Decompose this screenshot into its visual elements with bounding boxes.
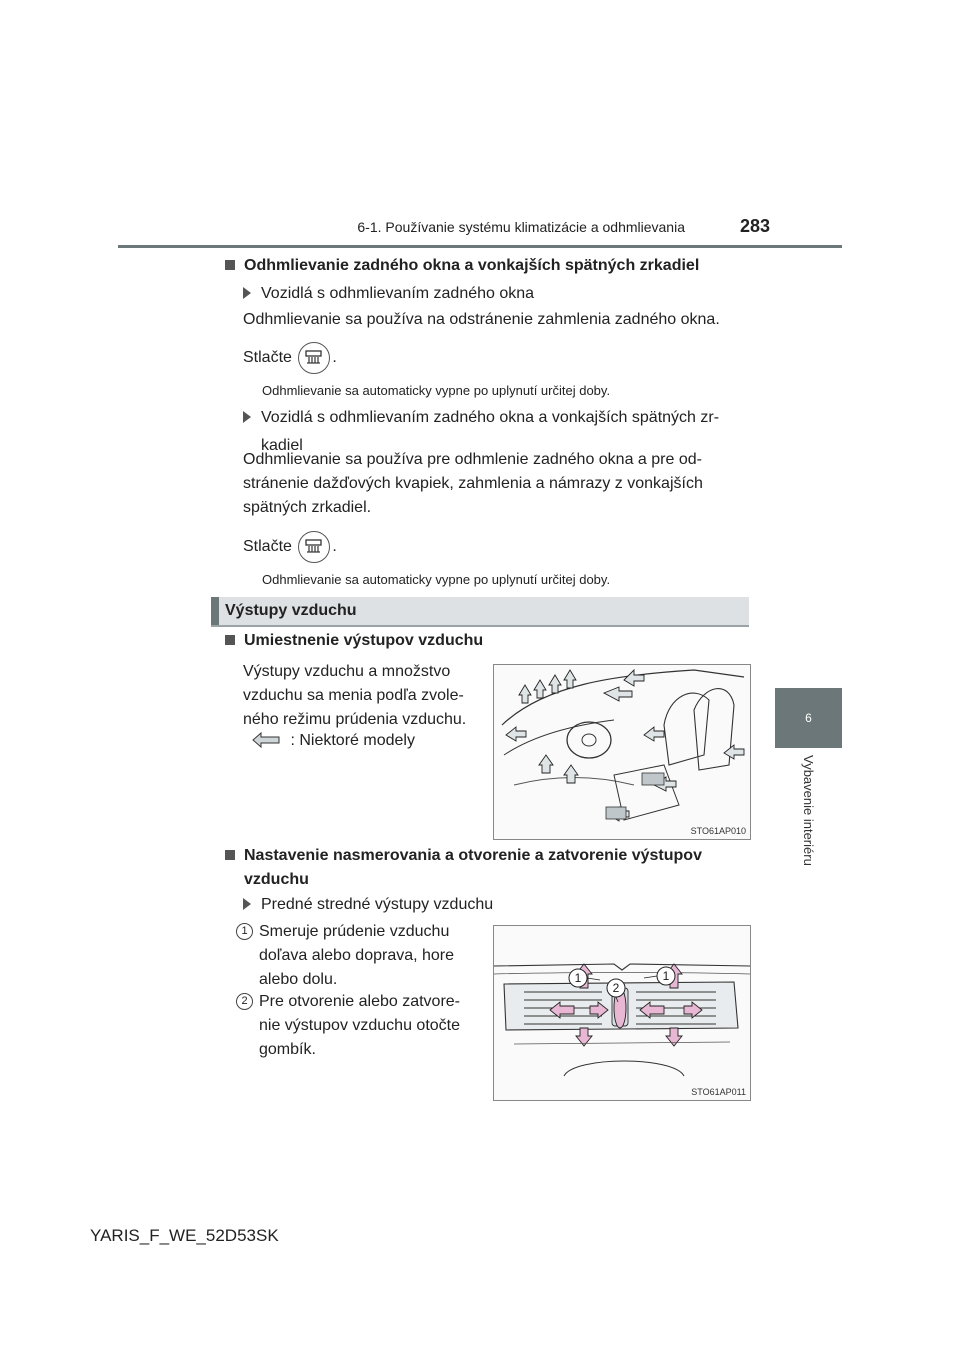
location-text-line1: Výstupy vzduchu a množstvo	[243, 663, 451, 680]
square-bullet-icon	[225, 850, 235, 860]
variant1-label-text: Vozidlá s odhmlievaním zadného okna	[261, 285, 535, 302]
variant2-note: Odhmlievanie sa automaticky vypne po uplynutí určitej doby.	[262, 572, 611, 587]
item2-line3: gombík.	[259, 1041, 316, 1058]
center-vents-figure	[493, 925, 751, 1101]
legend-text: : Niektoré modely	[290, 732, 415, 749]
chapter-tab-number	[775, 688, 842, 748]
outlet-arrow-legend-icon	[252, 732, 280, 748]
air-outlets-section-bar	[211, 597, 749, 627]
location-heading-text: Umiestnenie výstupov vzduchu	[244, 632, 484, 649]
rear-defogger-button-icon	[298, 342, 330, 374]
figure2-code: STO61AP011	[691, 1087, 746, 1097]
square-bullet-icon	[225, 635, 235, 645]
defogger-heading-text: Odhmlievanie zadného okna a vonkajších spätných zrkadiel	[244, 257, 700, 274]
variant2-press-line	[243, 531, 337, 563]
triangle-bullet-icon	[243, 898, 251, 910]
adjusting-heading-line1: Nastavenie nasmerovania a otvorenie a zatvorenie výstupov	[244, 847, 702, 864]
front-center-outlets-label	[243, 893, 493, 917]
item2-line2: nie výstupov vzduchu otočte	[259, 1017, 461, 1034]
item1-line2: doľava alebo doprava, hore	[259, 947, 455, 964]
legend-some-models	[252, 729, 415, 753]
chapter-number: 6	[805, 711, 812, 725]
variant1-press-line	[243, 342, 337, 374]
callout-1-left: 1	[574, 971, 582, 985]
variant1-note: Odhmlievanie sa automaticky vypne po uplynutí určitej doby.	[262, 383, 611, 398]
item2-line1: Pre otvorenie alebo zatvore-	[259, 993, 460, 1010]
triangle-bullet-icon	[243, 287, 251, 299]
item2-text	[259, 990, 479, 1062]
header-rule	[118, 245, 842, 248]
item2-number-badge	[236, 991, 253, 1010]
running-header-title: 6-1. Používanie systému klimatizácie a odhmlievania	[357, 219, 685, 235]
section-bar-accent	[211, 597, 219, 625]
item1-number-badge	[236, 921, 253, 940]
item1-text	[259, 920, 479, 992]
center-vents-illustration	[494, 926, 750, 1100]
location-text-line3: ného režimu prúdenia vzduchu.	[243, 711, 467, 728]
defogger-heading	[225, 257, 699, 275]
page-number: 283	[740, 216, 771, 236]
car-interior-figure	[493, 664, 751, 840]
press-prefix: Stlačte	[243, 349, 292, 367]
press-suffix: .	[332, 538, 337, 556]
adjusting-heading-line2: vzduchu	[244, 871, 309, 888]
square-bullet-icon	[225, 260, 235, 270]
rear-defogger-button-icon	[298, 531, 330, 563]
variant2-desc-line3: spätných zrkadiel.	[243, 499, 372, 516]
variant2-desc-line2: stránenie dažďových kvapiek, zahmlenia a námrazy z vonkajších	[243, 475, 703, 492]
location-heading	[225, 632, 483, 650]
item2-number: 2	[236, 993, 253, 1010]
figure1-code: STO61AP010	[690, 826, 746, 836]
variant1-description: Odhmlievanie sa používa na odstránenie zahmlenia zadného okna.	[243, 311, 720, 328]
item1-line1: Smeruje prúdenie vzduchu	[259, 923, 450, 940]
adjusting-heading	[225, 847, 745, 889]
location-text-line2: vzduchu sa menia podľa zvole-	[243, 687, 464, 704]
air-outlets-section-title: Výstupy vzduchu	[225, 602, 357, 619]
variant2-label-line1: Vozidlá s odhmlievaním zadného okna a vonkajších spätných zr-	[261, 409, 720, 426]
item1-number: 1	[236, 923, 253, 940]
callout-2: 2	[612, 981, 620, 995]
press-suffix: .	[332, 349, 337, 367]
item1-line3: alebo dolu.	[259, 971, 338, 988]
triangle-bullet-icon	[243, 411, 251, 423]
chapter-tab-title: Vybavenie interiéru	[801, 755, 816, 866]
location-text	[243, 660, 479, 732]
variant2-description	[243, 448, 746, 520]
variant1-label	[243, 282, 534, 306]
variant2-desc-line1: Odhmlievanie sa používa pre odhmlenie zadného okna a pre od-	[243, 451, 702, 468]
document-code-footer: YARIS_F_WE_52D53SK	[90, 1226, 279, 1245]
press-prefix: Stlačte	[243, 538, 292, 556]
callout-1-right: 1	[662, 969, 670, 983]
front-center-outlets-text: Predné stredné výstupy vzduchu	[261, 896, 494, 913]
variant2-label-line2: kadiel	[261, 437, 303, 454]
car-interior-illustration	[494, 665, 750, 839]
